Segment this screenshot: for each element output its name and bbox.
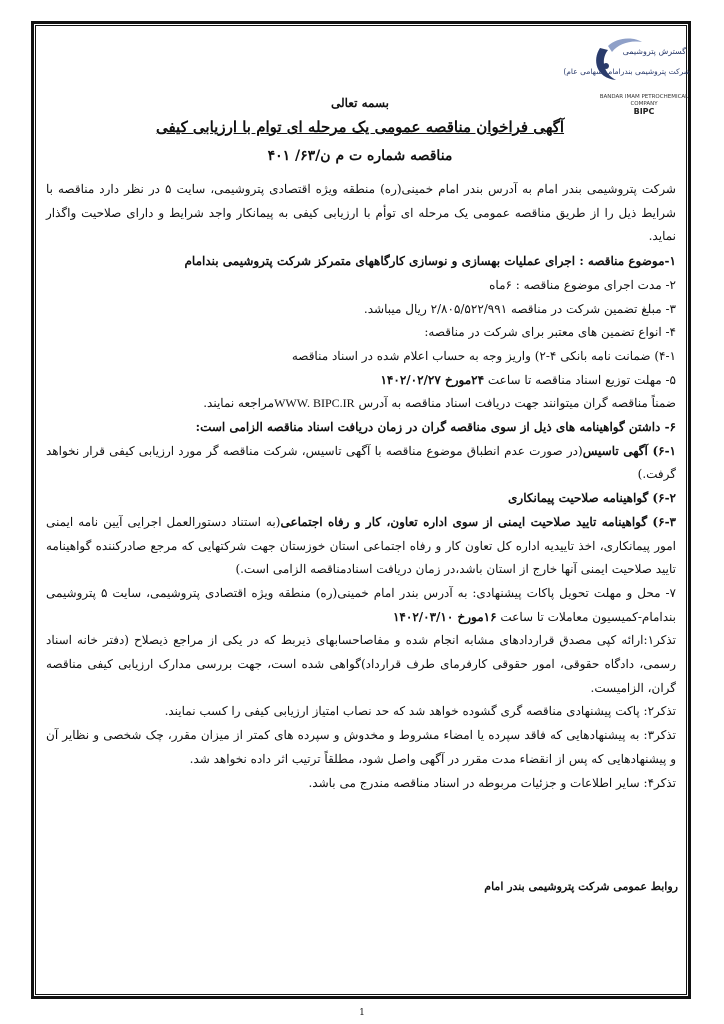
item-submission-prefix: ۷- محل و مهلت تحویل پاکات پیشنهادی: به آدرس بندر امام خمینی(ره) منطقه ویژه اقتصادی پتروشیمی، سایت ۵ پتروشیمی بندامام-کمیسیون معاملات تا ساعت — [46, 585, 676, 624]
item-safety-text: (به استناد دستورالعمل اجرایی آیین نامه ایمنی امور پیمانکاری، اخذ تاییدیه اداره کل تعاون کار و رفاه اجتماعی استان خوزستان جهت شرکتهایی که مرجع صادرکننده گواهینامه تایید صلاحیت ایمنی آنها خارج از استان باشد،در زمان دریافت اسنادمناقصه الزامی است.) — [46, 514, 676, 577]
signature: روابط عمومی شرکت پتروشیمی بندر امام — [484, 880, 678, 893]
item-guarantee-subtypes: ۴-۱) ضمانت نامه بانکی ۴-۲) واریز وجه به حساب اعلام شده در اسناد مناقصه — [291, 348, 676, 363]
logo-abbr: BIPC — [633, 107, 655, 116]
memo-2: تذکر۲: پاکت پیشنهادی مناقصه گری گشوده خواهد شد که حد نصاب امتیاز ارزیابی کیفی را کسب نمایند. — [164, 704, 676, 719]
announcement-body — [46, 178, 676, 795]
logo-fa-line1: گسترش پتروشیمی — [622, 47, 686, 56]
item-distribution-date: ۲۴مورخ ۱۴۰۲/۰۲/۲۷ — [380, 372, 485, 387]
item-certificates: ۶- داشتن گواهینامه های ذیل از سوی مناقصه گران در زمان دریافت اسناد مناقصه الزامی است: — [195, 420, 676, 435]
tender-number: مناقصه شماره ت م ن/۶۳/ ۴۰۱ — [267, 148, 453, 164]
item-subject-value: اجرای عملیات بهسازی و نوسازی کارگاههای متمرکز شرکت پتروشیمی بندامام — [184, 254, 576, 269]
website-note-suffix: مراجعه نمایند. — [203, 396, 275, 411]
item-distribution-prefix: ۵- مهلت توزیع اسناد مناقصه تا ساعت — [484, 372, 676, 387]
logo-en-line: BANDAR IMAM PETROCHEMICAL COMPANY — [599, 94, 689, 107]
intro-paragraph: شرکت پتروشیمی بندر امام به آدرس بندر امام خمینی(ره) منطقه ویژه اقتصادی پتروشیمی، سایت ۵ در نظر دارد مناقصه با شرایط ذیل را از طریق مناقصه عمومی یک مرحله ای توأم با ارزیابی کیفی به پیمانکار واجد شرایط و دارای صلاحیت واگذار نماید. — [46, 182, 676, 244]
memo-3: تذکر۳: به پیشنهادهایی که فاقد سپرده یا امضاء مشروط و مخدوش و سپرده های کمتر از میزان مقرر، چک شخصی و نظایر آن و پیشنهادهایی که پس از انقضاء مدت مقرر در آگهی واصل شود، مطلقاً ترتیب اثر داده نخواهد شد. — [46, 728, 676, 766]
item-certificate-contractor: ۶-۲) گواهینامه صلاحیت پیمانکاری — [508, 491, 676, 506]
website-note-prefix: ضمناً مناقصه گران میتوانند جهت دریافت اسناد مناقصه به آدرس — [354, 396, 676, 411]
basmala: بسمه تعالی — [330, 96, 390, 110]
item-submission — [46, 582, 676, 629]
memo-1: تذکر۱:ارائه کپی مصدق قراردادهای مشابه انجام شده و مفاصاحسابهای ذیربط که در یکی از مراجع ذیصلاح (دفتر خانه اسناد رسمی، دادگاه حقوقی، امور حقوقی کارفرمای طرف قرارداد)گواهی شده است، جهت بررسی مدارک ارزیابی کیفی مناقصه گران، الزامیست. — [46, 633, 677, 695]
item-submission-date: ۱۶مورخ ۱۴۰۲/۰۳/۱۰ — [392, 609, 497, 624]
item-duration: ۲- مدت اجرای موضوع مناقصه : ۶ماه — [489, 277, 676, 292]
item-registration-label: ۶-۱) آگهی تاسیس — [582, 443, 676, 458]
item-guarantee-amount: ۳- مبلغ تضمین شرکت در مناقصه ۲/۸۰۵/۵۲۲/۹۹۱ ریال میباشد. — [363, 301, 676, 316]
item-guarantee-types: ۴- انواع تضمین های معتبر برای شرکت در مناقصه: — [424, 325, 676, 340]
item-registration-text: (در صورت عدم انطباق موضوع مناقصه با آگهی تاسیس، شرکت مناقصه گر مورد ارزیابی کیفی قرار نخواهد گرفت.) — [46, 443, 676, 482]
item-safety-label: ۶-۳) گواهینامه تایید صلاحیت ایمنی از سوی اداره تعاون، کار و رفاه اجتماعی — [280, 514, 676, 529]
page-number: 1 — [359, 1008, 365, 1018]
item-distribution-deadline — [46, 369, 676, 393]
website-link[interactable]: WWW. BIPC.IR — [274, 396, 355, 411]
logo-fa-line2: شرکت پتروشیمی بندرامام (سهامی عام) — [563, 67, 690, 76]
item-certificate-registration — [46, 440, 676, 487]
item-certificate-safety — [46, 511, 676, 582]
item-subject — [46, 250, 676, 274]
page-title: آگهی فراخوان مناقصه عمومی یک مرحله ای توام با ارزیابی کیفی — [155, 118, 565, 136]
memo-4: تذکر۴: سایر اطلاعات و جزئیات مربوطه در اسناد مناقصه مندرج می باشد. — [308, 775, 676, 790]
website-note — [46, 392, 676, 416]
item-subject-label: ۱-موضوع مناقصه : — [575, 254, 676, 269]
